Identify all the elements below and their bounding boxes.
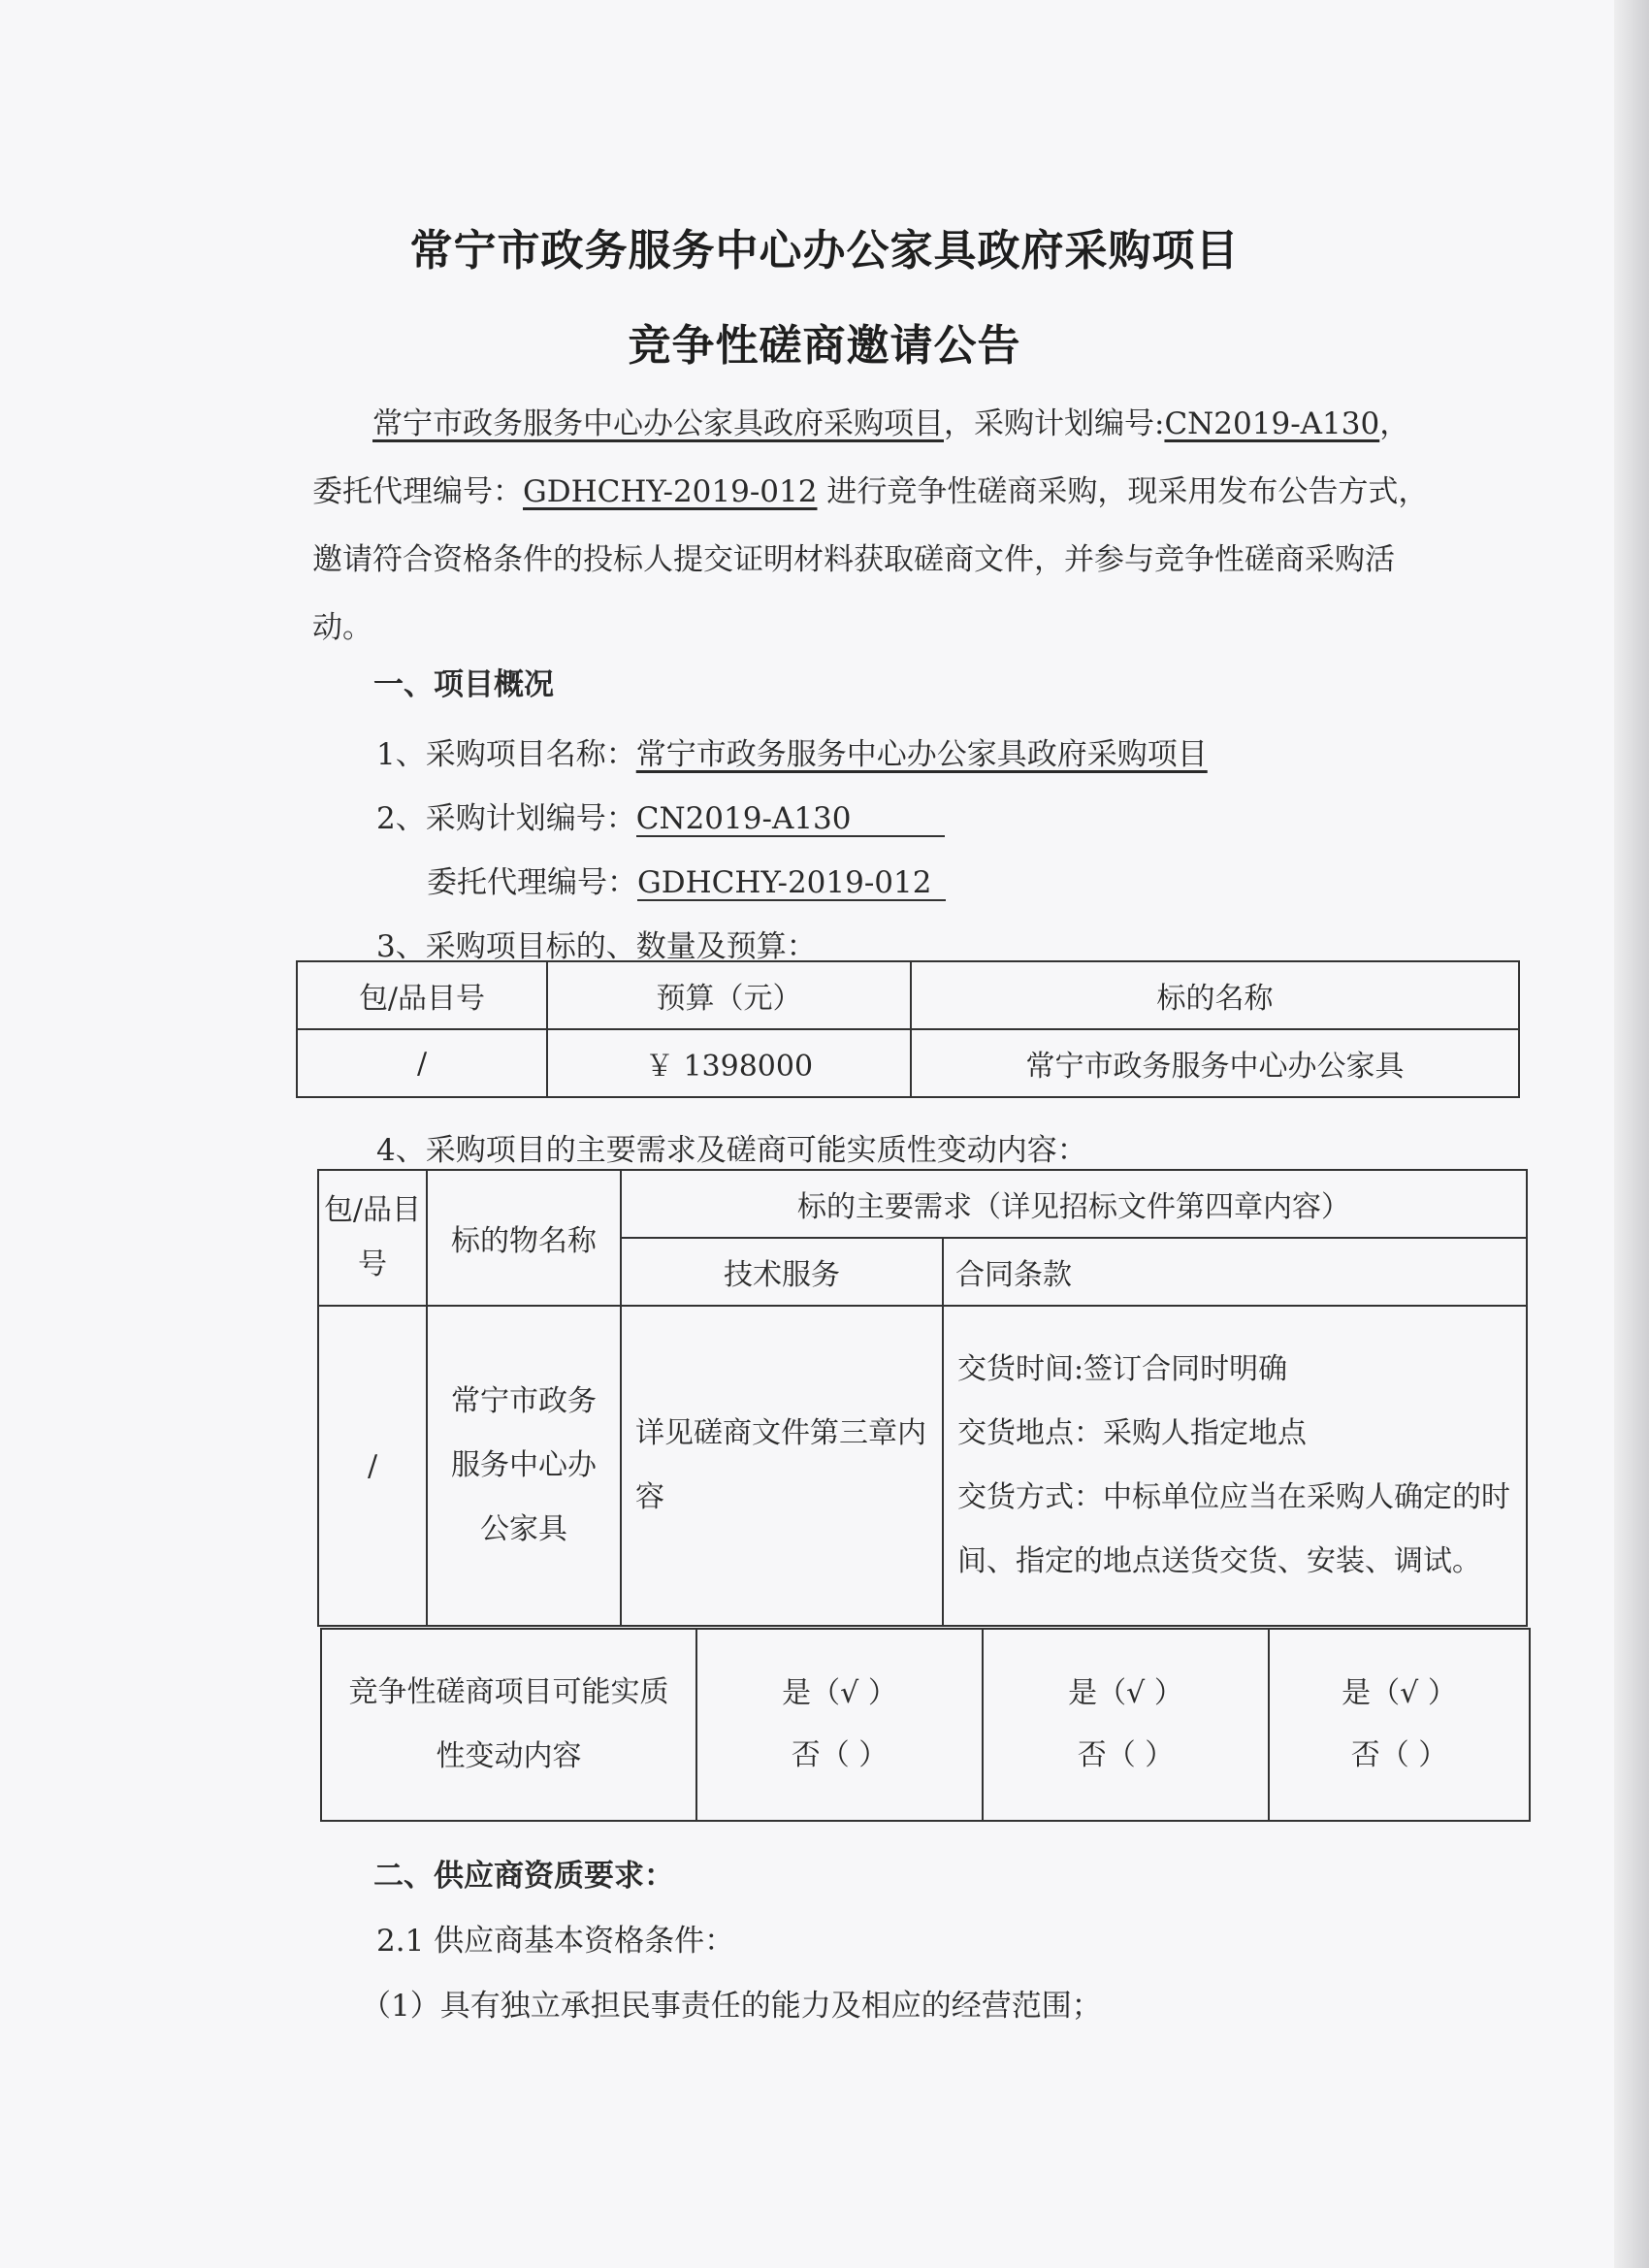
intro-plan-no: CN2019-A130 bbox=[1164, 406, 1380, 441]
budget-cell-pkg: / bbox=[297, 1029, 547, 1097]
intro-comma: ， bbox=[1379, 406, 1410, 441]
intro-plan-label: ，采购计划编号: bbox=[944, 406, 1165, 441]
budget-header-pkg: 包/品目号 bbox=[297, 961, 547, 1029]
variation-col1-yes: 是（√ ） bbox=[782, 1676, 897, 1710]
document-title: 常宁市政务服务中心办公家具政府采购项目 bbox=[409, 226, 1240, 275]
variation-col1 bbox=[696, 1629, 983, 1821]
variation-col3-no: 否（ ） bbox=[1350, 1738, 1448, 1772]
item2-label: 2、采购计划编号： bbox=[376, 801, 636, 836]
req-cell-name: 常宁市政务服务中心办公家具 bbox=[427, 1306, 621, 1626]
item3-label: 3、采购项目标的、数量及预算： bbox=[376, 929, 817, 964]
item2-value: CN2019-A130 bbox=[636, 802, 945, 837]
req-header-pkg: 包/品目号 bbox=[318, 1170, 427, 1306]
item1 bbox=[376, 729, 1208, 773]
section2-heading: 二、供应商资质要求： bbox=[373, 1859, 674, 1894]
budget-header-name: 标的名称 bbox=[911, 961, 1519, 1029]
section1-heading: 一、项目概况 bbox=[373, 667, 554, 702]
item1-value: 常宁市政务服务中心办公家具政府采购项目 bbox=[635, 737, 1208, 772]
requirements-table bbox=[317, 1169, 1528, 1627]
intro-rest: 进行竞争性磋商采购，现采用发布公告方式，邀请符合资格条件的投标人提交证明材料获取磋商文件，并参与竞争性磋商采购活动。 bbox=[312, 474, 1429, 645]
req-header-contract: 合同条款 bbox=[943, 1238, 1527, 1306]
req-header-tech: 技术服务 bbox=[621, 1238, 943, 1306]
variation-label: 竞争性磋商项目可能实质性变动内容 bbox=[321, 1629, 696, 1821]
variation-col3-yes: 是（√ ） bbox=[1342, 1676, 1457, 1710]
intro-agent-no: GDHCHY-2019-012 bbox=[523, 474, 818, 509]
variation-col3 bbox=[1269, 1629, 1530, 1821]
variation-col2 bbox=[983, 1629, 1269, 1821]
req-cell-contract bbox=[943, 1306, 1527, 1626]
intro-paragraph bbox=[312, 390, 1438, 662]
document-subtitle: 竞争性磋商邀请公告 bbox=[628, 321, 1021, 371]
contract-delivery-time: 交货时间:签订合同时明确 bbox=[957, 1352, 1288, 1386]
budget-cell-amount: ￥ 1398000 bbox=[547, 1029, 911, 1097]
req-header-name: 标的物名称 bbox=[427, 1170, 621, 1306]
contract-delivery-place: 交货地点：采购人指定地点 bbox=[957, 1416, 1307, 1450]
req-header-main: 标的主要需求（详见招标文件第四章内容） bbox=[621, 1170, 1527, 1238]
budget-header-amount: 预算（元） bbox=[547, 961, 911, 1029]
variation-col1-no: 否（ ） bbox=[791, 1738, 889, 1772]
budget-cell-name: 常宁市政务服务中心办公家具 bbox=[911, 1029, 1519, 1097]
item2b bbox=[427, 858, 946, 901]
item2 bbox=[376, 794, 945, 837]
item2b-label: 委托代理编号： bbox=[427, 865, 637, 900]
req-cell-tech: 详见磋商文件第三章内容 bbox=[621, 1306, 943, 1626]
req-cell-pkg: / bbox=[318, 1306, 427, 1626]
variation-col2-no: 否（ ） bbox=[1077, 1738, 1175, 1772]
variation-col2-yes: 是（√ ） bbox=[1068, 1676, 1183, 1710]
intro-project-name: 常宁市政务服务中心办公家具政府采购项目 bbox=[372, 406, 944, 441]
item1-label: 1、采购项目名称： bbox=[376, 737, 636, 772]
variation-table bbox=[320, 1628, 1531, 1822]
item2b-value: GDHCHY-2019-012 bbox=[637, 866, 946, 901]
item4-label: 4、采购项目的主要需求及磋商可能实质性变动内容： bbox=[376, 1133, 1087, 1168]
item-2-1-1: （1）具有独立承担民事责任的能力及相应的经营范围； bbox=[361, 1989, 1102, 2024]
contract-delivery-method: 交货方式：中标单位应当在采购人确定的时间、指定的地点送货交货、安装、调试。 bbox=[957, 1480, 1510, 1578]
intro-agent-label: 委托代理编号： bbox=[312, 474, 523, 509]
budget-table bbox=[296, 960, 1520, 1098]
item-2-1: 2.1 供应商基本资格条件： bbox=[376, 1924, 735, 1959]
